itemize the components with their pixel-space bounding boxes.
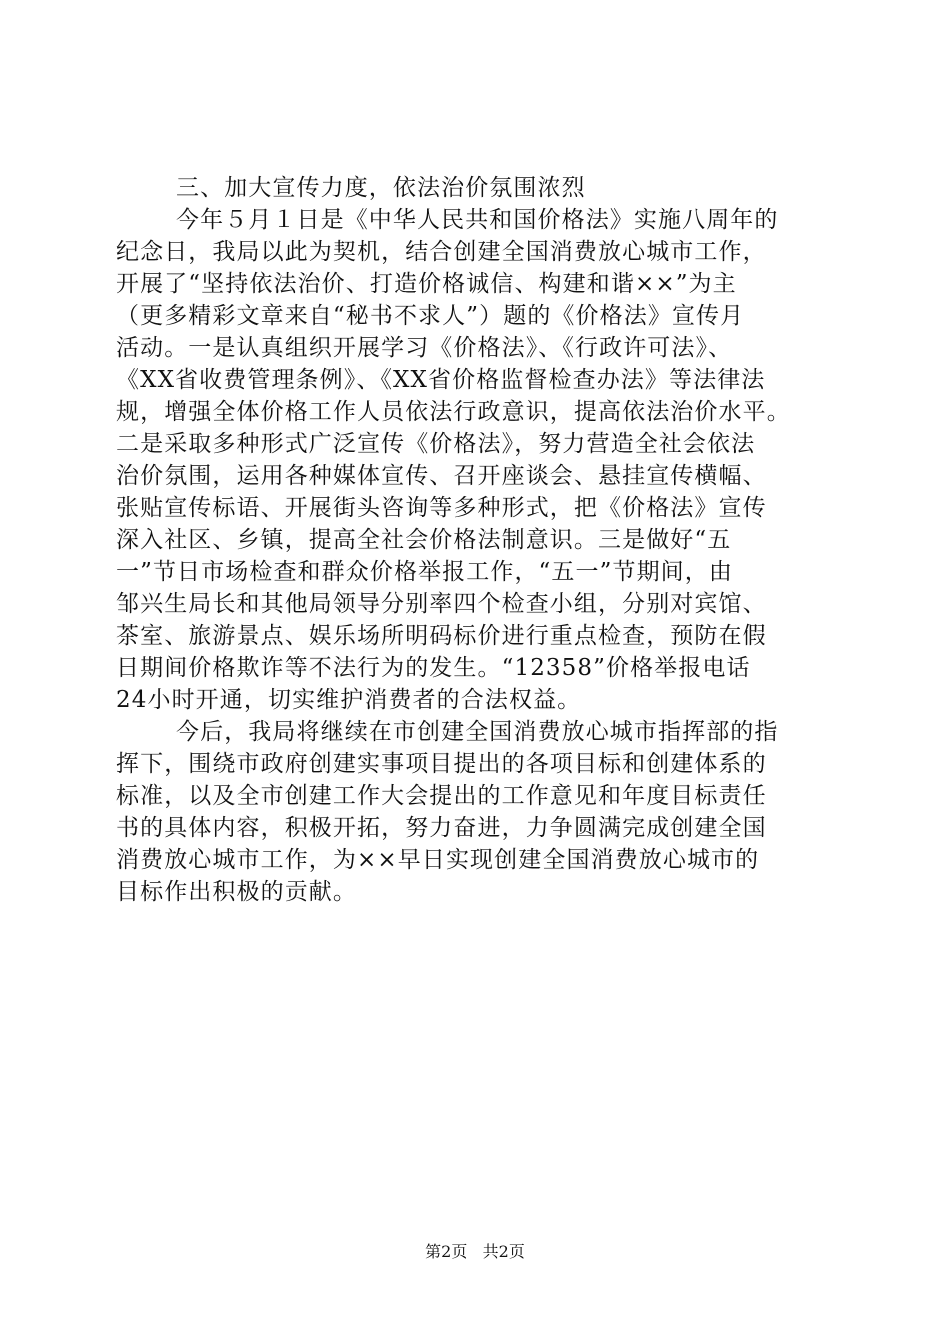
paragraph-1 bbox=[116, 204, 836, 716]
paragraph-line: 消费放心城市工作，为××早日实现创建全国消费放心城市的 bbox=[116, 847, 760, 873]
document-body bbox=[116, 172, 836, 908]
page-footer bbox=[0, 1242, 950, 1262]
section-heading: 三、加大宣传力度，依法治价氛围浓烈 bbox=[176, 175, 586, 201]
paragraph-line: 目标作出积极的贡献。 bbox=[116, 879, 357, 905]
paragraph-line: 一”节日市场检查和群众价格举报工作，“五一”节期间，由 bbox=[116, 559, 733, 585]
paragraph-line: 《XX省收费管理条例》、《XX省价格监督检查办法》等法律法 bbox=[116, 367, 766, 393]
page-number: 第2页 bbox=[425, 1242, 468, 1261]
page-total: 共2页 bbox=[482, 1242, 525, 1261]
paragraph-line: 邹兴生局长和其他局领导分别率四个检查小组，分别对宾馆、 bbox=[116, 591, 767, 617]
paragraph-line: （更多精彩文章来自“秘书不求人”）题的《价格法》宣传月 bbox=[116, 303, 745, 329]
paragraph-line: 标准，以及全市创建工作大会提出的工作意见和年度目标责任 bbox=[116, 783, 767, 809]
paragraph-line: 今后，我局将继续在市创建全国消费放心城市指挥部的指 bbox=[176, 719, 779, 745]
paragraph-line: 24小时开通，切实维护消费者的合法权益。 bbox=[116, 687, 582, 713]
paragraph-line: 日期间价格欺诈等不法行为的发生。“12358”价格举报电话 bbox=[116, 655, 751, 681]
paragraph-line: 挥下，围绕市政府创建实事项目提出的各项目标和创建体系的 bbox=[116, 751, 767, 777]
paragraph-line: 深入社区、乡镇，提高全社会价格法制意识。三是做好“五 bbox=[116, 527, 732, 553]
page-separator bbox=[472, 1242, 477, 1261]
paragraph-line: 茶室、旅游景点、娱乐场所明码标价进行重点检查，预防在假 bbox=[116, 623, 767, 649]
paragraph-2 bbox=[116, 716, 836, 908]
paragraph-line: 活动。一是认真组织开展学习《价格法》、《行政许可法》、 bbox=[116, 335, 733, 361]
paragraph-line: 二是采取多种形式广泛宣传《价格法》，努力营造全社会依法 bbox=[116, 431, 756, 457]
paragraph-line: 治价氛围，运用各种媒体宣传、召开座谈会、悬挂宣传横幅、 bbox=[116, 463, 767, 489]
paragraph-line: 张贴宣传标语、开展街头咨询等多种形式，把《价格法》宣传 bbox=[116, 495, 767, 521]
paragraph-line: 纪念日，我局以此为契机，结合创建全国消费放心城市工作， bbox=[116, 239, 767, 265]
paragraph-line: 规，增强全体价格工作人员依法行政意识，提高依法治价水平。 bbox=[116, 399, 791, 425]
paragraph-line: 书的具体内容，积极开拓，努力奋进，力争圆满完成创建全国 bbox=[116, 815, 767, 841]
paragraph-line: 开展了“坚持依法治价、打造价格诚信、构建和谐××”为主 bbox=[116, 271, 737, 297]
paragraph-line: 今年５月１日是《中华人民共和国价格法》实施八周年的 bbox=[176, 207, 779, 233]
